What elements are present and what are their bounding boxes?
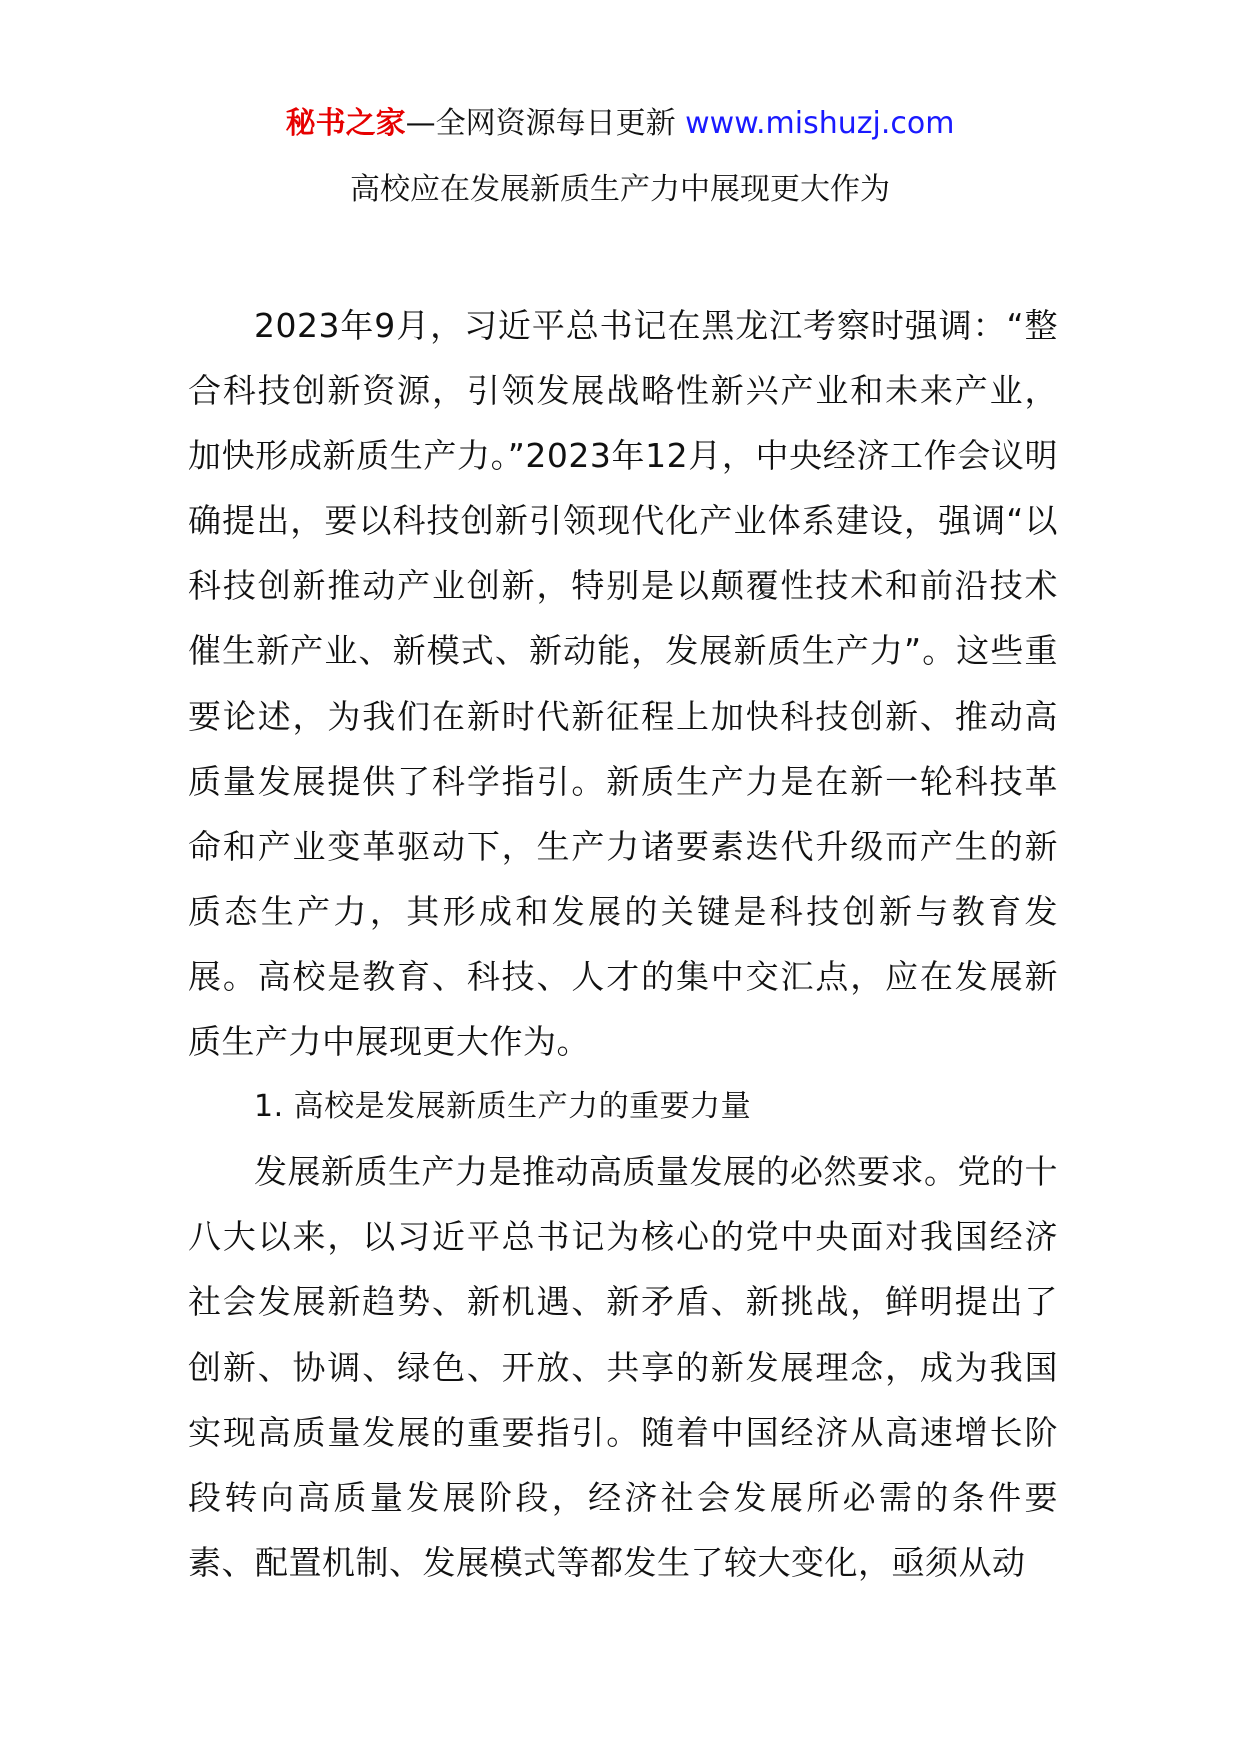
site-url-link[interactable]: www.mishuzj.com <box>685 106 955 141</box>
site-header <box>0 102 1240 146</box>
section-heading: 1. 高校是发展新质生产力的重要力量 <box>254 1089 752 1125</box>
site-tagline: —全网资源每日更新 <box>405 106 676 141</box>
paragraph-section-1: 发展新质生产力是推动高质量发展的必然要求。党的十八大以来，以习近平总书记为核心的党中央面对我国经济社会发展新趋势、新机遇、新矛盾、新挑战，鲜明提出了创新、协调、绿色、开放、共享的新发展理念，成为我国实现高质量发展的重要指引。随着中国经济从高速增长阶段转向高质量发展阶段，经济社会发展所必需的条件要素、配置机制、发展模式等都发生了较大变化，亟须从动 <box>188 1152 1058 1582</box>
document-body <box>188 293 1058 1595</box>
brand-name: 秘书之家 <box>285 106 406 141</box>
paragraph-intro: 2023年9月，习近平总书记在黑龙江考察时强调：“整合科技创新资源，引领发展战略性新兴产业和未来产业，加快形成新质生产力。”2023年12月，中央经济工作会议明确提出，要以科技创新引领现代化产业体系建设，强调“以科技创新推动产业创新，特别是以颠覆性技术和前沿技术催生新产业、新模式、新动能，发展新质生产力”。这些重要论述，为我们在新时代新征程上加快科技创新、推动高质量发展提供了科学指引。新质生产力是在新一轮科技革命和产业变革驱动下，生产力诸要素迭代升级而产生的新质态生产力，其形成和发展的关键是科技创新与教育发展。高校是教育、科技、人才的集中交汇点，应在发展新质生产力中展现更大作为。 <box>188 306 1058 1062</box>
document-title: 高校应在发展新质生产力中展现更大作为 <box>350 172 890 207</box>
